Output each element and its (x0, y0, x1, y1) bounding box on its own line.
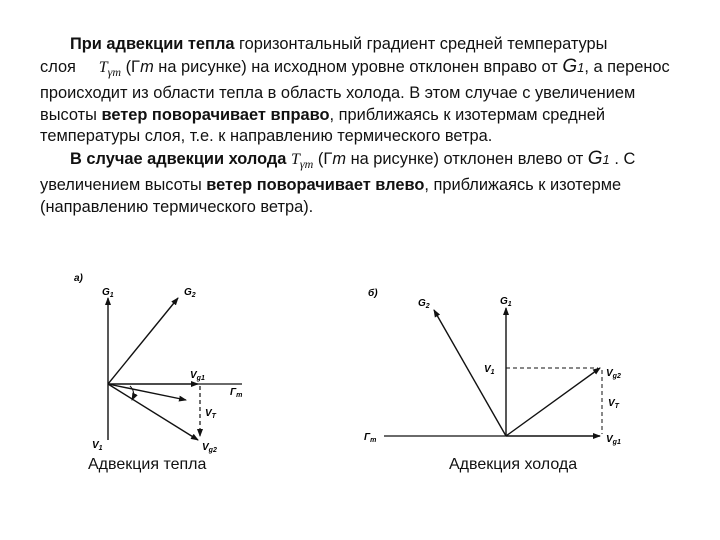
label-vg2-b-sub: g2 (612, 373, 621, 380)
symbol-g: G (562, 55, 578, 77)
figure-cold-advection (350, 280, 650, 456)
label-g1-main: G (102, 287, 110, 298)
para2-s1-sub: m (332, 149, 347, 168)
paragraph-cold-advection (40, 148, 680, 219)
warm-advection-lead: При адвекции тепла (70, 35, 235, 53)
para1-s5: , приближаясь к изотермам средней температуры слоя, т.е. к направлению термического ветра. (40, 105, 606, 146)
label-g2-b-sub: 2 (425, 303, 430, 310)
para2-bold-turn: ветер поворачивает влево (206, 176, 425, 195)
label-vg1 (190, 370, 205, 382)
label-vt-main: V (205, 408, 212, 419)
label-vt-b-main: V (608, 398, 615, 409)
label-gamma-b-sub: m (370, 437, 377, 444)
label-v1-b-main: V (484, 364, 491, 375)
label-g2-sub: 2 (191, 292, 196, 299)
symbol-g1-2 (588, 148, 610, 169)
label-g2-b-main: G (418, 298, 426, 309)
vector-vg2 (108, 384, 198, 440)
symbol-t: T (98, 58, 108, 76)
label-vg1-b (606, 434, 621, 446)
para2-s1: (Γ (313, 149, 333, 168)
symbol-gamma-m-sub: γm (107, 64, 122, 79)
label-v1-main: V (92, 440, 99, 451)
label-v1-sub: 1 (98, 445, 103, 452)
figure-b-label: б) (368, 288, 378, 299)
para1-bold-turn: ветер поворачивает вправо (101, 105, 330, 124)
label-gamma-b-main: Γ (364, 432, 371, 443)
caption-cold-advection: Адвекция холода (449, 456, 578, 473)
label-g1 (102, 287, 114, 299)
label-gamma-m-b (364, 432, 376, 444)
label-vg1-b-sub: g1 (612, 439, 621, 446)
symbol-t-gamma-m (98, 58, 122, 79)
paragraph-warm-advection (40, 34, 680, 148)
label-g1-sub: 1 (109, 292, 114, 299)
symbol-t-gamma-m-2 (291, 150, 314, 171)
figure-a-label: а) (74, 273, 83, 284)
symbol-gamma-m-sub-2: γm (299, 156, 314, 171)
vector-g2-b (434, 310, 506, 436)
para1-s2-sub: m (140, 57, 154, 76)
label-vg2 (202, 442, 217, 454)
label-g1-b-main: G (500, 296, 508, 307)
label-vg1-sub: g1 (196, 375, 205, 382)
label-vt-sub: T (211, 413, 216, 420)
symbol-g-sub: 1 (577, 59, 585, 75)
label-v1-b-sub: 1 (490, 369, 495, 376)
figure-warm-advection (60, 268, 300, 454)
label-vg1-main: V (190, 370, 197, 381)
cold-advection-lead: В случае адвекции холода (70, 149, 287, 168)
label-vt-b-sub: T (614, 403, 619, 410)
text-block (40, 34, 680, 218)
para1-s1: горизонтальный градиент средней температуры (234, 35, 608, 53)
label-g2 (184, 287, 196, 299)
label-g2-b (418, 298, 430, 310)
label-vt-b (608, 398, 620, 410)
label-vg2-sub: g2 (208, 447, 217, 454)
label-vt (205, 408, 217, 420)
label-v1 (92, 440, 103, 452)
symbol-t-2: T (291, 150, 300, 168)
label-gamma-main: Γ (230, 387, 237, 398)
para1-s2: (Γ (121, 57, 141, 76)
symbol-g1 (562, 56, 584, 77)
label-vg1-b-main: V (606, 434, 613, 445)
symbol-g-2: G (587, 147, 603, 169)
label-vg2-b (606, 368, 621, 380)
symbol-g-sub-2: 1 (602, 151, 610, 167)
caption-warm-advection: Адвекция тепла (88, 456, 207, 473)
para1-s4: , а перенос происходит из области тепла в область холода. В этом случае с увеличением высоты (40, 57, 670, 124)
para2-s3: . С увеличением высоты (40, 149, 636, 195)
para1-word-layer: слоя (40, 57, 76, 76)
label-vg2-b-main: V (606, 368, 613, 379)
label-g2-main: G (184, 287, 192, 298)
vector-vg2-b (506, 368, 600, 436)
label-gamma-m (230, 387, 242, 399)
para2-s4: , приближаясь к изотерме (направлению термического ветра). (40, 176, 622, 216)
label-vg2-main: V (202, 442, 209, 453)
label-g1-b-sub: 1 (507, 301, 512, 308)
para1-s3: на рисунке) на исходном уровне отклонен вправо от (153, 57, 563, 76)
label-v1-b (484, 364, 495, 376)
label-gamma-sub: m (236, 392, 243, 399)
vector-g2 (108, 298, 178, 384)
label-g1-b (500, 296, 512, 308)
para2-s2: на рисунке) отклонен влево от (346, 149, 588, 168)
